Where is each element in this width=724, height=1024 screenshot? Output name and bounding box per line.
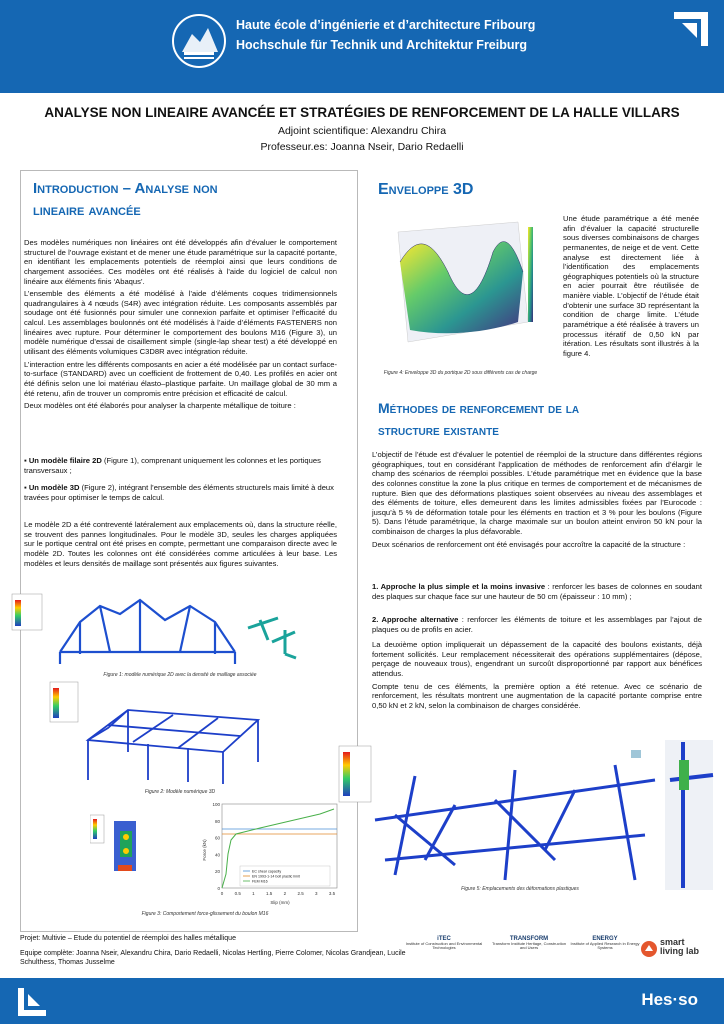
methods-heading-1: Méthodes de renforcement de la — [378, 400, 580, 416]
methods-text-2 — [372, 640, 702, 713]
option2-strong: Approche alternative — [381, 615, 459, 624]
method-option-1 — [372, 582, 702, 601]
partner-transform-name: TRANSFORM — [509, 936, 549, 942]
methods-p2: Deux scénarios de renforcement ont été envisagés pour accroître la capacité de la structure : — [372, 539, 686, 549]
figure-4-envelope-surface — [378, 212, 538, 367]
option1-strong: Approche la plus simple et la moins invasive — [380, 582, 546, 591]
fig3-xtick: 0 — [220, 891, 224, 896]
envelope-heading: Enveloppe 3D — [378, 181, 474, 198]
bullet2-strong: Un modèle 3D — [28, 483, 80, 492]
fig3-xtick: 0.5 — [234, 891, 241, 896]
fig3-legend-3: FEM M16 — [252, 879, 268, 884]
figure-1-caption: Figure 1: modèle numérique 2D avec la densité de maillage associée — [103, 672, 257, 678]
fig3-xtick: 3 — [315, 891, 318, 896]
school-name-de: Hochschule für Technik und Architektur Freiburg — [236, 38, 528, 52]
fig3-xtick: 2 — [283, 891, 287, 896]
fig3-ytick: 100 — [212, 802, 220, 807]
option2-rest: : renforcer les éléments de toiture et les assemblages par l’ajout de plaques ou de profils en acier. — [372, 615, 702, 634]
partner-energy — [570, 936, 640, 951]
option1-number: 1. — [372, 582, 381, 591]
partner-itec-sub: Institute of Construction and Environmental Technologies — [405, 941, 483, 951]
intro-p4: Deux modèles ont été élaborés pour analyser la charpente métallique de toiture : — [24, 401, 296, 411]
school-logo-icon — [170, 12, 228, 70]
partner-transform-sub: Transform Institute Heritage, Construction and Users — [491, 941, 567, 951]
figure-1-2d-model — [10, 592, 300, 667]
model-bullet-1 — [24, 456, 334, 475]
fig3-xtick: 2.5 — [297, 891, 304, 896]
methods-p1: L’objectif de l’étude est d’évaluer le potentiel de réemploi de la structure dans différentes régions géographiques, tout en considérant l’application de méthodes de renforcement afin d’élargir le champ des scénarios de réemploi possibles. L’étude paramétrique met en évidence que la base des colonnes constitue la zone la plus critique en termes de comportement et de mécanismes de rupture. Bien que des déformations plastiques soient observées au niveau des assemblages et des éléments de toiture, elles demeurent dans les limites admissibles fixées par l’Eurocode : jusqu’à 5 % de déformation totale pour les éléments en traction et 3 % pour les boulons (Figure 5). Dans l’étude paramétrique, la charge maximale sur un boulon atteint environ 50 kN pour la combinaison de charges la plus défavorable. — [372, 450, 702, 537]
figure-2-caption: Figure 2: Modèle numérique 3D — [144, 789, 216, 795]
figure-5-plastic-deformation — [335, 740, 715, 890]
fig3-ylabel: Force (kN) — [202, 839, 207, 861]
figure-4-caption: Figure 4: Enveloppe 3D du portique 2D sous différents cas de charge — [383, 370, 538, 376]
fig3-ytick: 40 — [214, 852, 220, 858]
bullet1-rest: (Figure 1), comprenant uniquement les colonnes et les portiques transversaux ; — [24, 456, 321, 475]
model-bullet-2 — [24, 483, 334, 502]
partner-itec-name: iTEC — [437, 936, 451, 942]
fig3-legend-1: EC shear capacity — [252, 869, 282, 874]
fig3-xlabel: Slip (mm) — [270, 900, 290, 905]
figure-3-bolt-model — [90, 805, 145, 880]
scientific-assistant: Adjoint scientifique: Alexandru Chira — [277, 125, 447, 137]
smart-living-lab-name: smart living lab — [660, 937, 700, 956]
corner-mark-bl-icon — [18, 988, 46, 1016]
methods-p4: Compte tenu de ces éléments, la première option a été retenue. Avec ce scénario de renforcement, les résultats montrent une augmentation de la capacité portante comprise entre 0,50 kN et 2 kN, selon la combinaison de charges considérée. — [372, 681, 702, 710]
bullet-dot: ▪ — [24, 456, 29, 465]
fig3-legend-2: EN 1993-1-14 bolt plastic limit — [252, 874, 300, 879]
envelope-text: Une étude paramétrique a été menée afin d’évaluer la capacité structurelle sous diverses combinaisons de charges permanentes, de neige et de vent. Cette analyse est directement liée à l’identification des emplacements géographiques potentiels où la structure en acier pourrait être réutilisée de manière viable. L’objectif de l’étude était d’obtenir une surface 3D représentant la condition de charge limite. L’étude paramétrique a été réalisée à travers un processus itératif de 0,50 kN par itération. Les résultats sont illustrés à la figure 4. — [563, 214, 699, 358]
professors: Professeur.es: Joanna Nseir, Dario Redaelli — [260, 141, 464, 153]
intro-heading-1: Introduction – Analyse non — [33, 180, 218, 197]
fig3-ytick: 20 — [214, 869, 220, 875]
partner-energy-name: ENERGY — [592, 936, 618, 942]
figure-3-force-slip-chart — [200, 800, 340, 908]
fig3-ytick: 0 — [217, 886, 220, 891]
figure-3-caption: Figure 3: Comportement force-glissement du boulon M16 — [141, 911, 269, 917]
fig3-xtick: 1 — [252, 891, 255, 896]
smart-living-lab-logo-icon — [640, 940, 658, 958]
fig3-xtick: 3.5 — [328, 891, 336, 896]
fig3-xtick: 1.5 — [266, 891, 273, 896]
hesso-brand: Hes·so — [641, 990, 698, 1009]
intro-text — [24, 238, 337, 414]
partner-smart-living-lab — [640, 938, 704, 968]
methods-heading-2: structure existante — [378, 422, 499, 438]
methods-text — [372, 450, 702, 552]
partner-energy-sub: Institute of Applied Research in Energy Systems — [570, 941, 640, 951]
partner-itec — [404, 936, 484, 951]
bullet1-strong: Un modèle filaire 2D — [28, 456, 102, 465]
intro-p1: Des modèles numériques non linéaires ont été développés afin d’évaluer le comportement structurel de l’ouvrage existant et de mener une étude paramétrique sur la capacité portante, en identifiant les emplacements potentiels de réemploi ainsi que leurs conditions de chargement associées. Ces modèles ont été réalisés à l’aide du logiciel de calcul non linéaire aux éléments finis ‘Abaqus’. — [24, 238, 337, 286]
method-option-2 — [372, 615, 702, 634]
partner-transform — [490, 936, 568, 951]
project-line: Projet: Multivie – Etude du potentiel de réemploi des halles métallique — [20, 935, 236, 942]
footer-bar — [0, 978, 724, 1024]
fig3-legend — [240, 866, 330, 886]
school-name-fr: Haute école d’ingénierie et d’architecture Fribourg — [236, 18, 536, 32]
methods-p3: La deuxième option impliquerait un dépassement de la capacité des boulons existants, déjà fortement sollicités. Leur remplacement nécessiterait des opérations supplémentaires (dépose, perçage de nouveaux trous), engendrant un surcoût disproportionné par rapport aux bénéfices attendus. — [372, 640, 702, 678]
fig3-ytick: 60 — [214, 835, 220, 841]
option1-rest: : renforcer les bases de colonnes en soudant des plaques sur chaque face sur une hauteur de 50 cm (épaisseur : 10 mm) ; — [372, 582, 702, 601]
fig3-ytick: 80 — [214, 818, 220, 824]
intro-p2: L’ensemble des éléments a été modélisé à l’aide d’éléments coques tridimensionnels quadrangulaires à 4 nœuds (S4R) avec intégration réduite. Les composants assemblés par soudage ont été fusionnés pour simuler une connexion parfaite et optimiser l’efficacité du calcul. Les assemblages boulonnés ont été modélisés à l’aide d’éléments FASTENERS non linéaires avec rupture. Pour déterminer le comportement des boulons M16 (Figure 3), un modèle numérique d’essai de cisaillement simple (single-lap shear test) a été développé en utilisant des éléments volumiques C3D8R avec intégration réduite. — [24, 289, 337, 357]
figure-5-caption: Figure 5: Emplacements des déformations plastiques — [461, 886, 579, 892]
bullet-dot: ▪ — [24, 483, 29, 492]
figure-2-3d-model — [48, 680, 263, 785]
team-line: Equipe complète: Joanna Nseir, Alexandru Chira, Dario Redaelli, Nicolas Hertling, Pierre Colomer, Nicolas Grandjean, Lucile Schulthess, Thomas Jusselme — [20, 950, 406, 967]
option2-number: 2. — [372, 615, 382, 624]
bullet2-rest: (Figure 2), intégrant l’ensemble des éléments structurels mais limité à deux travées pour optimiser le temps de calcul. — [24, 483, 334, 502]
poster-title: ANALYSE NON LINEAIRE AVANCÉE ET STRATÉGIES DE RENFORCEMENT DE LA HALLE VILLARS — [44, 105, 680, 120]
intro-p5: Le modèle 2D a été contreventé latéralement aux emplacements où, dans la structure réelle, se trouvent des pannes longitudinales. Pour le modèle 3D, seules les charges appliquées sur le portique central ont été prises en compte, permettant une comparaison directe avec le modèle 2D. Toutes les colonnes ont été considérées comme articulées à leur base. Les modèles et leurs densités de maillage sont présentés aux figures suivantes. — [24, 520, 337, 568]
intro-p3: L’interaction entre les différents composants en acier a été modélisée par un contact surface-to-surface (STANDARD) avec un coefficient de frottement de 0,40. Les profilés en acier ont été définis selon une loi matériau élasto–plastique parfaite. Un maillage global de 30 mm a été retenu, afin de trouver un compromis entre précision et efficacité de calcul. — [24, 359, 337, 398]
intro-heading-2: lineaire avancée — [33, 202, 141, 219]
corner-mark-icon — [674, 12, 708, 46]
